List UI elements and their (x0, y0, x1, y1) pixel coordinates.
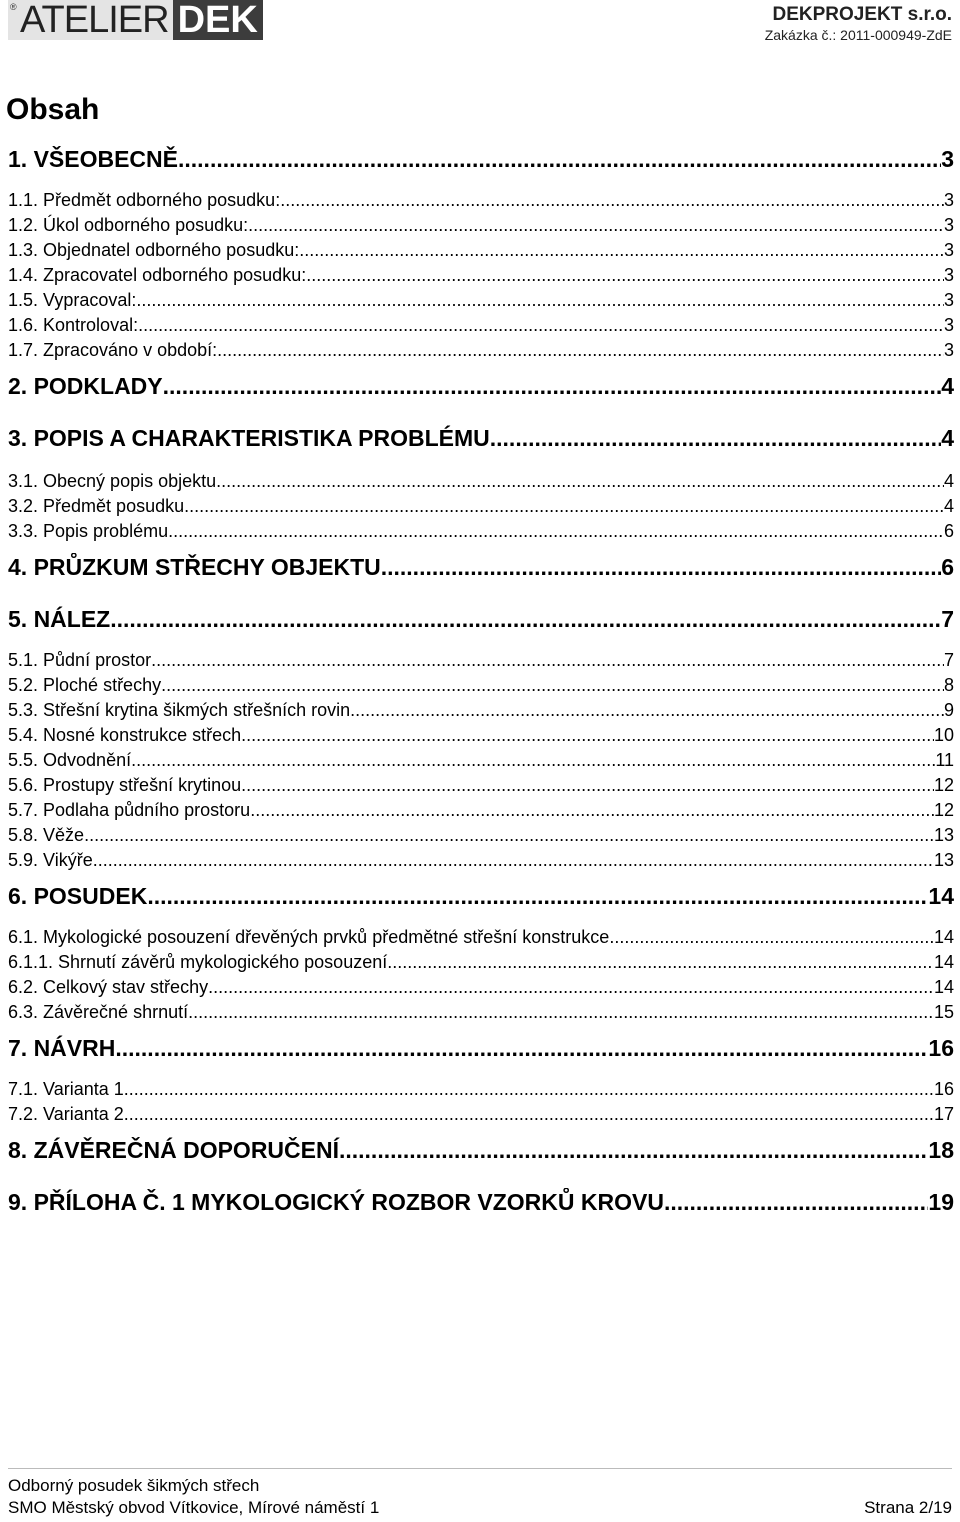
toc-entry-page: 14 (933, 952, 954, 972)
toc-entry-page: 9 (943, 700, 954, 720)
toc-entry[interactable] (8, 145, 954, 173)
toc-entry[interactable] (8, 649, 954, 671)
toc-leader-dots (387, 951, 934, 973)
toc-entry[interactable] (8, 749, 954, 771)
footer-client: SMO Městský obvod Vítkovice, Mírové náměstí 1 (8, 1498, 380, 1517)
toc-entry[interactable] (8, 264, 954, 286)
toc-entry-page: 19 (928, 1189, 954, 1215)
toc-entry[interactable] (8, 674, 954, 696)
toc-leader-dots (84, 824, 934, 846)
toc-entry-label: 1.3. Objednatel odborného posudku: (8, 240, 300, 260)
toc-leader-dots (241, 724, 934, 746)
toc-entry-page: 3 (943, 290, 954, 310)
toc-entry-page: 17 (933, 1104, 954, 1124)
atelier-dek-logo (8, 0, 263, 40)
toc-entry-page: 3 (943, 190, 954, 210)
toc-entry-label: 6.1. Mykologické posouzení dřevěných prvků předmětné střešní konstrukce (8, 927, 610, 947)
toc-entry-page: 4 (941, 373, 954, 399)
toc-entry[interactable] (8, 699, 954, 721)
toc-entry[interactable] (8, 951, 954, 973)
toc-leader-dots (250, 799, 934, 821)
page-header (8, 0, 952, 44)
toc-entry-label: 4. PRŮZKUM STŘECHY OBJEKTU (8, 554, 381, 580)
toc-leader-dots (161, 674, 944, 696)
toc-entry[interactable] (8, 824, 954, 846)
toc-entry-label: 1.6. Kontroloval: (8, 315, 139, 335)
toc-leader-dots (110, 605, 941, 633)
toc-entry-label: 3.1. Obecný popis objektu (8, 471, 217, 491)
toc-leader-dots (280, 189, 944, 211)
toc-leader-dots (306, 264, 944, 286)
toc-leader-dots (490, 424, 941, 452)
toc-leader-dots (339, 1136, 928, 1164)
toc-leader-dots (184, 495, 944, 517)
toc-entry-label: 5.5. Odvodnění (8, 750, 132, 770)
toc-leader-dots (178, 145, 941, 173)
toc-leader-dots (350, 699, 944, 721)
toc-leader-dots (124, 1103, 934, 1125)
toc-entry-page: 3 (943, 315, 954, 335)
toc-entry[interactable] (8, 724, 954, 746)
toc-leader-dots (241, 774, 934, 796)
toc-entry[interactable] (8, 214, 954, 236)
toc-leader-dots (299, 239, 944, 261)
toc-entry-page: 11 (935, 750, 954, 770)
toc-leader-dots (188, 1001, 934, 1023)
toc-entry-label: 6. POSUDEK (8, 883, 148, 909)
toc-entry-page: 3 (943, 240, 954, 260)
toc-leader-dots (124, 1078, 934, 1100)
toc-entry-label: 5. NÁLEZ (8, 606, 111, 632)
toc-entry-page: 4 (943, 496, 954, 516)
toc-entry-label: 5.2. Ploché střechy (8, 675, 162, 695)
toc-entry-label: 5.1. Půdní prostor (8, 650, 152, 670)
toc-leader-dots (217, 339, 944, 361)
toc-entry[interactable] (8, 849, 954, 871)
toc-leader-dots (664, 1188, 928, 1216)
toc-entry-page: 7 (943, 650, 954, 670)
logo-atelier-text: ATELIER (8, 0, 173, 40)
toc-entry-page: 12 (933, 775, 954, 795)
toc-entry-label: 9. PŘÍLOHA Č. 1 MYKOLOGICKÝ ROZBOR VZORKŮ KROVU (8, 1189, 664, 1215)
registered-mark: ® (10, 2, 17, 12)
page-title: Obsah (6, 93, 100, 126)
toc-entry-label: 1.7. Zpracováno v období: (8, 340, 218, 360)
toc-leader-dots (93, 849, 934, 871)
toc-entry-label: 6.1.1. Shrnutí závěrů mykologického posouzení (8, 952, 388, 972)
toc-entry-label: 6.2. Celkový stav střechy (8, 977, 209, 997)
toc-leader-dots (216, 470, 944, 492)
toc-entry-page: 14 (933, 927, 954, 947)
toc-entry-page: 8 (943, 675, 954, 695)
toc-entry-label: 3.2. Předmět posudku (8, 496, 185, 516)
toc-leader-dots (138, 314, 944, 336)
toc-entry-label: 8. ZÁVĚREČNÁ DOPORUČENÍ (8, 1137, 339, 1163)
toc-entry-page: 4 (941, 425, 954, 451)
toc-entry-label: 6.3. Závěrečné shrnutí (8, 1002, 189, 1022)
toc-entry[interactable] (8, 1078, 954, 1100)
company-block (765, 4, 952, 44)
toc-entry[interactable] (8, 289, 954, 311)
toc-entry-page: 13 (933, 825, 954, 845)
toc-entry-page: 13 (933, 850, 954, 870)
toc-entry-label: 2. PODKLADY (8, 373, 163, 399)
toc-entry[interactable] (8, 189, 954, 211)
toc-entry-label: 5.9. Vikýře (8, 850, 93, 870)
toc-leader-dots (151, 649, 944, 671)
toc-leader-dots (163, 372, 942, 400)
toc-entry-page: 16 (928, 1035, 954, 1061)
toc-entry-page: 18 (928, 1137, 954, 1163)
toc-entry-page: 12 (933, 800, 954, 820)
toc-entry-label: 1. VŠEOBECNĚ (8, 146, 178, 172)
toc-leader-dots (168, 520, 944, 542)
toc-entry-page: 15 (933, 1002, 954, 1022)
toc-entry-page: 3 (943, 215, 954, 235)
toc-entry[interactable] (8, 976, 954, 998)
toc-entry[interactable] (8, 1103, 954, 1125)
toc-entry-page: 7 (941, 606, 954, 632)
toc-entry-label: 5.3. Střešní krytina šikmých střešních rovin (8, 700, 351, 720)
toc-entry[interactable] (8, 1188, 954, 1216)
toc-leader-dots (609, 926, 934, 948)
toc-entry-label: 5.7. Podlaha půdního prostoru (8, 800, 251, 820)
toc-entry-label: 3. POPIS A CHARAKTERISTIKA PROBLÉMU (8, 425, 490, 451)
toc-entry[interactable] (8, 1136, 954, 1164)
toc-entry[interactable] (8, 495, 954, 517)
toc-entry-label: 1.5. Vypracoval: (8, 290, 137, 310)
toc-entry-label: 7. NÁVRH (8, 1035, 116, 1061)
toc-entry-label: 5.8. Věže (8, 825, 85, 845)
page-footer (8, 1468, 952, 1517)
toc-entry-page: 3 (941, 146, 954, 172)
toc-entry[interactable] (8, 605, 954, 633)
toc-entry[interactable] (8, 339, 954, 361)
toc-entry-label: 7.1. Varianta 1 (8, 1079, 124, 1099)
toc-entry[interactable] (8, 926, 954, 948)
toc-entry[interactable] (8, 882, 954, 910)
toc-entry-page: 6 (943, 521, 954, 541)
toc-entry[interactable] (8, 520, 954, 542)
order-number: Zakázka č.: 2011-000949-ZdE (764, 27, 952, 43)
toc-leader-dots (136, 289, 944, 311)
toc-leader-dots (147, 882, 928, 910)
toc-entry[interactable] (8, 314, 954, 336)
toc-entry[interactable] (8, 424, 954, 452)
toc-entry-label: 7.2. Varianta 2 (8, 1104, 124, 1124)
toc-entry[interactable] (8, 1001, 954, 1023)
toc-entry[interactable] (8, 372, 954, 400)
toc-entry[interactable] (8, 1034, 954, 1062)
toc-entry-page: 14 (928, 883, 954, 909)
toc-entry-label: 5.6. Prostupy střešní krytinou (8, 775, 242, 795)
toc-entry-page: 3 (943, 340, 954, 360)
toc-entry-page: 10 (933, 725, 954, 745)
toc-entry-label: 5.4. Nosné konstrukce střech (8, 725, 242, 745)
footer-page-number: Strana 2/19 (864, 1498, 952, 1517)
toc-entry[interactable] (8, 470, 954, 492)
toc-leader-dots (131, 749, 935, 771)
toc-entry-label: 1.4. Zpracovatel odborného posudku: (8, 265, 307, 285)
toc-entry-page: 6 (941, 554, 954, 580)
toc-entry[interactable] (8, 774, 954, 796)
company-name: DEKPROJEKT s.r.o. (772, 4, 952, 25)
footer-document-title: Odborný posudek šikmých střech (8, 1476, 260, 1495)
toc-entry-page: 16 (933, 1079, 954, 1099)
toc-entry-label: 3.3. Popis problému (8, 521, 169, 541)
toc-entry-page: 4 (943, 471, 954, 491)
toc-leader-dots (115, 1034, 928, 1062)
toc-leader-dots (208, 976, 934, 998)
toc-entry-label: 1.1. Předmět odborného posudku: (8, 190, 281, 210)
toc-leader-dots (381, 553, 941, 581)
toc-leader-dots (248, 214, 944, 236)
toc-entry-label: 1.2. Úkol odborného posudku: (8, 215, 249, 235)
toc-entry[interactable] (8, 553, 954, 581)
toc-entry-page: 14 (933, 977, 954, 997)
toc-entry-page: 3 (943, 265, 954, 285)
toc-entry[interactable] (8, 239, 954, 261)
toc-entry[interactable] (8, 799, 954, 821)
logo-dek-text: DEK (173, 0, 263, 40)
